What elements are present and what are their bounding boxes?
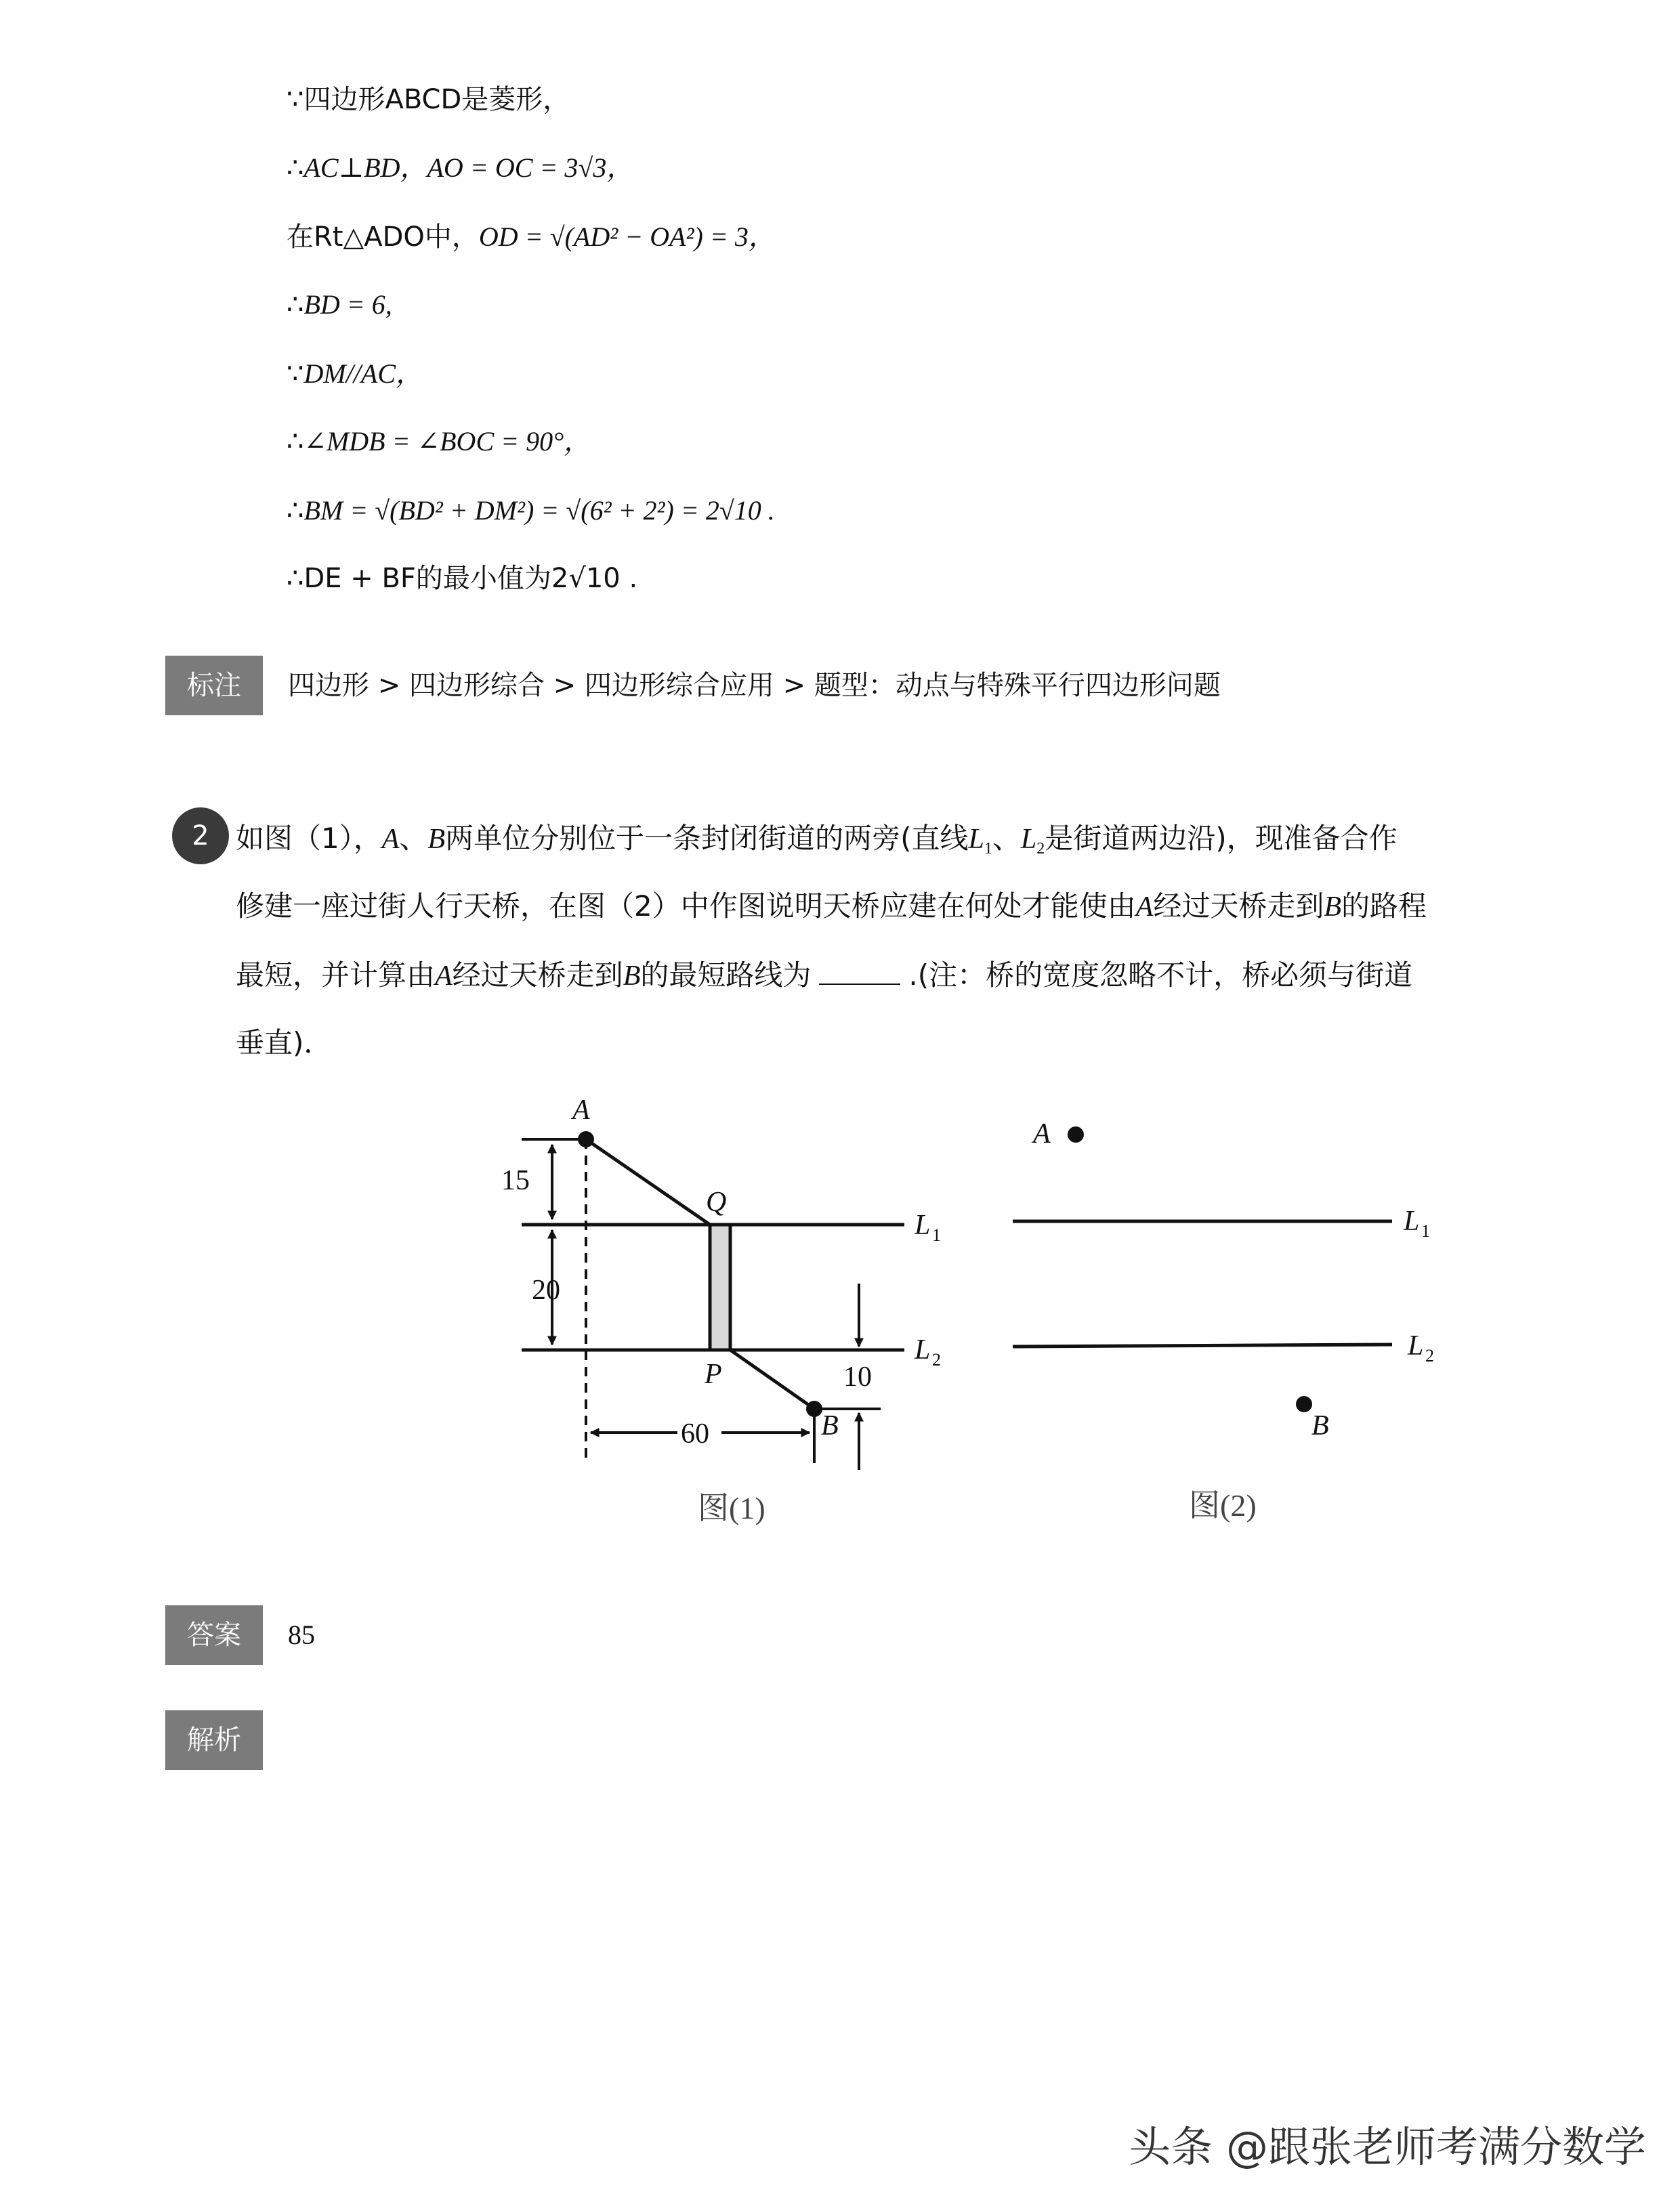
label-A: A: [572, 1095, 590, 1126]
line-text: 四边形ABCD是菱形，: [303, 84, 570, 115]
solution-line-7: ∴BM = √(BD² + DM²) = √(6² + 2²) = 2√10 .: [287, 495, 775, 526]
line-text: DM//AC，: [303, 358, 423, 389]
q-var: B: [1324, 891, 1342, 923]
solution-line-4: ∴BD = 6,: [287, 289, 392, 320]
label-L2-sub: 2: [1425, 1346, 1434, 1366]
q-var: B: [623, 960, 641, 992]
dim-20-label: 20: [532, 1275, 560, 1306]
answer-blank[interactable]: [819, 963, 900, 985]
q-text: 、: [399, 822, 428, 855]
q-var: A: [1135, 891, 1154, 923]
q-sub: 2: [1036, 840, 1045, 858]
tag-label: 标注: [165, 656, 263, 715]
question-line-4: [236, 1023, 332, 1063]
line-text: AC⊥BD，AO = OC = 3√3，: [303, 152, 634, 183]
solution-line-3: [287, 217, 776, 257]
q-text: 、: [992, 822, 1021, 855]
dim-15-label: 15: [501, 1165, 530, 1196]
answer-value: 85: [288, 1620, 315, 1650]
line-prefix: 在Rt△ADO中，: [287, 221, 479, 253]
label-L1-sub: 1: [932, 1225, 941, 1245]
question-line-1: [236, 818, 1398, 869]
solution-line-8: ∴DE + BF的最小值为2√10 .: [287, 563, 638, 594]
solution-line-2: ∴AC⊥BD，AO = OC = 3√3，: [287, 152, 634, 183]
q-text: 的最短路线为: [640, 958, 812, 992]
q-text: 如图（1），: [236, 822, 382, 855]
label-L2: L: [915, 1334, 931, 1366]
q-text: .(注：桥的宽度忽略不计，桥必须与街道: [908, 958, 1413, 992]
q-text: 经过天桥走到: [1153, 889, 1324, 923]
line-L2: [1013, 1345, 1392, 1347]
q-sub: 1: [984, 840, 992, 858]
figure2-caption: 图(2): [1189, 1488, 1257, 1523]
tag-path: 四边形 > 四边形综合 > 四边形综合应用 > 题型：动点与特殊平行四边形问题: [288, 670, 1221, 701]
answer-label: 答案: [165, 1605, 263, 1665]
q-text: 最短，并计算由: [236, 958, 436, 992]
watermark: 头条 @跟张老师考满分数学: [1129, 2122, 1646, 2172]
line-text: OD = √(AD² − OA²) = 3，: [478, 221, 776, 252]
point-B: [1296, 1396, 1312, 1412]
label-Q: Q: [706, 1187, 727, 1218]
line-text: BD = 6,: [303, 289, 392, 320]
label-L1-sub: 1: [1421, 1221, 1430, 1241]
analysis-label: 解析: [165, 1710, 263, 1770]
solution-line-5: ∵DM//AC，: [287, 358, 423, 389]
label-L2-sub: 2: [932, 1350, 941, 1370]
q-var: L: [1020, 824, 1037, 855]
label-L1: L: [1404, 1206, 1420, 1237]
point-B: [806, 1401, 822, 1417]
question-number-badge: 2: [172, 807, 229, 864]
line-text: DE + BF的最小值为2√10 .: [303, 563, 638, 594]
figure-diagram: [0, 1070, 1680, 1544]
dim-10-label: 10: [843, 1361, 872, 1393]
question-line-2: [236, 886, 1427, 927]
line-text: BM = √(BD² + DM²) = √(6² + 2²) = 2√10 .: [303, 495, 775, 526]
q-text: 的路程: [1341, 889, 1427, 923]
bridge: [710, 1225, 730, 1350]
q-text: 修建一座过街人行天桥，在图（2）中作图说明天桥应建在何处才能使由: [236, 889, 1136, 923]
q-var: B: [427, 824, 446, 855]
solution-line-6: ∴∠MDB = ∠BOC = 90°，: [287, 426, 591, 457]
figure1-caption: 图(1): [698, 1491, 765, 1525]
q-text: 是街道两边沿)，现准备合作: [1045, 822, 1398, 855]
question-line-3: [236, 955, 1412, 996]
q-text: 经过天桥走到: [452, 958, 623, 992]
q-var: A: [381, 824, 400, 855]
point-A: [578, 1131, 594, 1147]
label-L2: L: [1408, 1330, 1424, 1361]
line-text: ∠MDB = ∠BOC = 90°，: [303, 426, 591, 457]
dim-60-label: 60: [681, 1418, 709, 1450]
label-B: B: [821, 1410, 839, 1441]
q-var: L: [968, 824, 984, 855]
label-P: P: [705, 1359, 722, 1390]
figure-2: [1013, 1221, 1392, 1347]
q-var: A: [435, 960, 453, 992]
q-text: 垂直)．: [236, 1026, 333, 1059]
label-A: A: [1033, 1118, 1051, 1149]
label-B: B: [1311, 1410, 1329, 1441]
solution-line-1: ∵四边形ABCD是菱形，: [287, 84, 570, 115]
q-text: 两单位分别位于一条封闭街道的两旁(直线: [445, 822, 969, 855]
label-L1: L: [915, 1210, 931, 1241]
segment-AQ: [586, 1139, 710, 1225]
point-A: [1068, 1126, 1084, 1143]
segment-PB: [730, 1350, 814, 1409]
